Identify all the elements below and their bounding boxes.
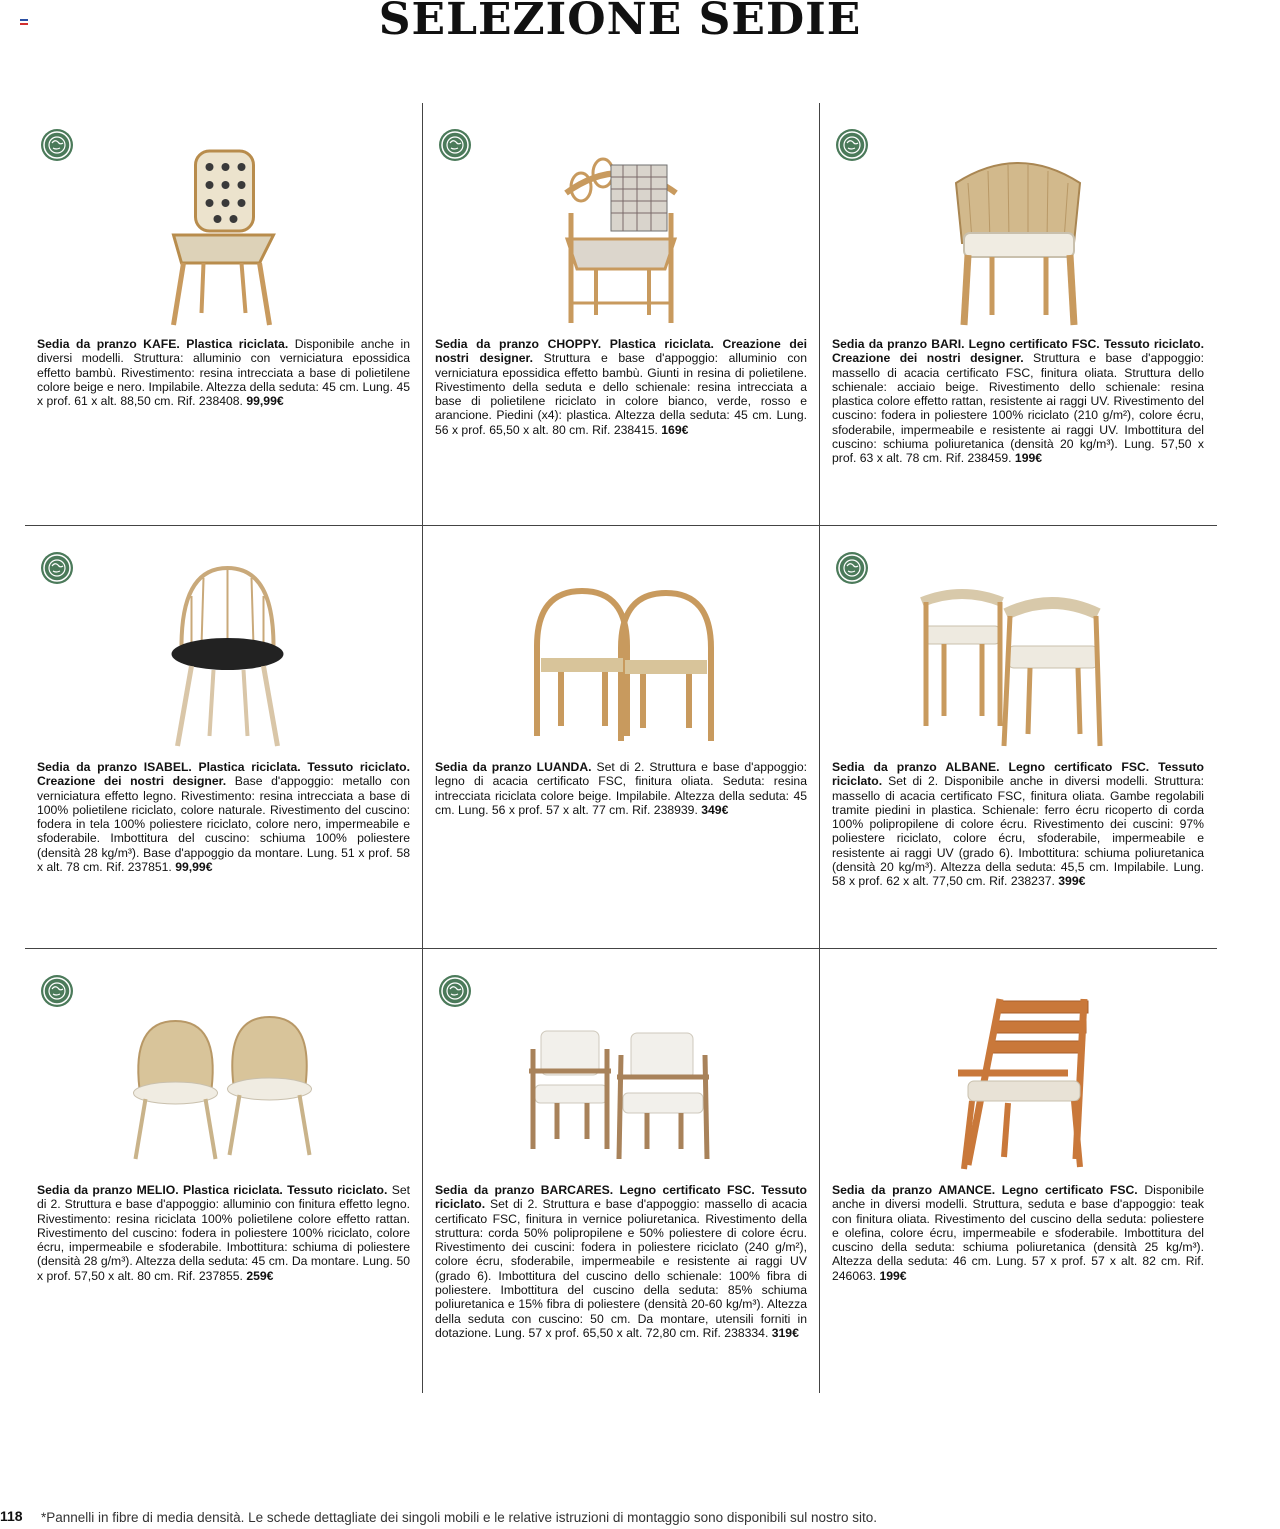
product-name: Sedia da pranzo BARCARES. Legno certificato FSC. Tessuto riciclato.	[435, 1183, 807, 1212]
product-body: Set di 2. Struttura e base d'appoggio: alluminio con finitura effetto legno. Rivestimento: resina riciclata 100% polietilene colore effetto rattan. Rivestimento del cuscino: fodera in poliestere 100% riciclato, colore écru, impermeabile e sfoderabile. Imbottitura: schiuma di poliestere (densità 28 g/m³). Altezza della seduta: 45 cm. Da montare. Lung. 50 x prof. 57,50 x alt. 80 cm. Rif. 237855.	[37, 1183, 411, 1283]
footnote: *Pannelli in fibre di media densità. Le schede dettagliate dei singoli mobili e le relative istruzioni di montaggio sono disponibili sul nostro sito.	[41, 1510, 877, 1525]
product-card-barcares[interactable]	[422, 949, 819, 1393]
product-body: Disponibile anche in diversi modelli. Struttura, seduta e base d'appoggio: teak con finitura oliata. Rivestimento del cuscino della seduta: poliestere e olefina, colore écru, impermeabile e sfoderabile. Imbottitura del cuscino della seduta: schiuma poliuretanica (densità 25 kg/m³). Altezza della seduta: 46 cm. Lung. 57 x prof. 57 x alt. 82 cm. Rif. 246063.	[832, 1183, 1204, 1283]
product-price: 199€	[1014, 451, 1043, 466]
product-card-amance[interactable]	[819, 949, 1216, 1393]
product-price: 399€	[1058, 874, 1086, 889]
product-description	[37, 1183, 410, 1283]
product-name: Sedia da pranzo CHOPPY. Plastica riciclata. Creazione dei nostri designer.	[435, 337, 807, 366]
upholstered-chair-pair-icon	[463, 989, 779, 1179]
armchair-icon	[463, 143, 779, 333]
teak-armchair-icon	[860, 989, 1176, 1179]
product-name: Sedia da pranzo ALBANE. Legno certificato FSC. Tessuto riciclato.	[832, 760, 1204, 789]
product-card-bari[interactable]	[819, 103, 1216, 525]
product-description	[435, 1183, 807, 1340]
chair-pair-icon	[463, 566, 779, 756]
product-price: 259€	[246, 1268, 274, 1283]
round-chair-icon	[65, 566, 382, 756]
product-body: Base d'appoggio: metallo con verniciatura effetto legno. Rivestimento: resina intrecciata a base di 100% polietilene riciclato, colore naturale. Rivestimento del cuscino: fodera in tela 100% poliestere riciclato, colore nero, impermeabile e sfoderabile. Imbottitura del cuscino: schiuma 100% poliestere (densità 28 kg/m³). Base d'appoggio da montare. Lung. 51 x prof. 58 x alt. 78 cm. Rif. 237851.	[37, 774, 410, 875]
product-card-albane[interactable]	[819, 526, 1216, 948]
product-row	[25, 103, 1217, 526]
product-price: 199€	[879, 1268, 907, 1283]
page-number: 118	[0, 1508, 23, 1524]
product-price: 99,99€	[175, 860, 213, 875]
product-description	[37, 337, 410, 408]
page-title: SELEZIONE SEDIE	[378, 0, 862, 45]
product-description	[435, 337, 807, 437]
product-description	[435, 760, 807, 817]
product-price: 349€	[701, 802, 729, 817]
product-row	[25, 949, 1217, 1393]
product-body: Struttura e base d'appoggio: massello di acacia certificato FSC, finitura oliata. Struttura dello schienale: acciaio beige. Rivestimento dello schienale: resina plastica colore effetto rattan, resistente ai raggi UV. Rivestimento del cuscino: fodera in poliestere 100% riciclato (210 g/m²), colore écru, sfoderabile, impermeabile e resistente ai raggi UV. Imbottitura del cuscino: schiuma poliuretanica (densità 20 kg/m³). Lung. 57,50 x prof. 63 x alt. 78 cm. Rif. 238459.	[832, 351, 1204, 466]
product-price: 169€	[661, 422, 689, 437]
product-price: 99,99€	[246, 394, 284, 409]
wicker-chair-pair-icon	[65, 989, 382, 1179]
cushion-chair-pair-icon	[860, 566, 1176, 756]
product-card-kafe[interactable]	[25, 103, 422, 525]
bistro-chair-icon	[65, 143, 382, 333]
product-description	[832, 337, 1204, 466]
product-description	[832, 1183, 1204, 1283]
product-card-isabel[interactable]	[25, 526, 422, 948]
product-price: 319€	[771, 1325, 799, 1340]
product-name: Sedia da pranzo AMANCE. Legno certificato FSC.	[832, 1183, 1138, 1197]
product-card-choppy[interactable]	[422, 103, 819, 525]
product-card-luanda[interactable]	[422, 526, 819, 948]
product-body: Disponibile anche in diversi modelli. Struttura: alluminio con verniciatura epossidica effetto bambù. Rivestimento: resina intrecciata a base di polietilene colore beige e nero. Impilabile. Altezza della seduta: 45 cm. Lung. 45 x prof. 61 x alt. 88,50 cm. Rif. 238408.	[37, 337, 410, 409]
tub-chair-icon	[860, 143, 1176, 333]
product-row	[25, 526, 1217, 949]
product-name: Sedia da pranzo BARI. Legno certificato FSC. Tessuto riciclato. Creazione dei nostri designer.	[832, 337, 1204, 366]
product-description	[37, 760, 410, 874]
product-name: Sedia da pranzo LUANDA.	[435, 760, 592, 774]
product-body: Set di 2. Struttura e base d'appoggio: massello di acacia certificato FSC, finitura in vernice poliuretanica. Rivestimento della struttura: corda 50% polipropilene e 50% poliestere di colore écru. Rivestimento dei cuscini: fodera in poliestere riciclato (240 g/m²), colore écru, sfoderabile, impermeabile e resistente ai raggi UV (grado 6). Imbottitura del cuscino dello schienale: 100% fibra di poliestere. Imbottitura del cuscino della seduta: 85% schiuma poliuretanica e 15% fibra di poliestere (densità 20-60 kg/m³). Altezza della seduta con cuscino: 50 cm. Da montare, utensili forniti in dotazione. Lung. 57 x prof. 65,50 x alt. 72,80 cm. Rif. 238334.	[435, 1197, 807, 1340]
product-grid	[25, 103, 1217, 1393]
product-name: Sedia da pranzo MELIO. Plastica riciclata. Tessuto riciclato.	[37, 1183, 388, 1197]
product-name: Sedia da pranzo ISABEL. Plastica riciclata. Tessuto riciclato. Creazione dei nostri designer.	[37, 760, 410, 789]
product-description	[832, 760, 1204, 889]
product-card-melio[interactable]	[25, 949, 422, 1393]
product-name: Sedia da pranzo KAFE. Plastica riciclata.	[37, 337, 289, 351]
product-body: Struttura e base d'appoggio: alluminio con verniciatura epossidica effetto bambù. Giunti in resina di polietilene. Rivestimento della seduta e dello schienale: resina intrecciata a base di polietilene riciclato in colore bianco, verde, rosso e arancione. Piedini (x4): plastica. Altezza della seduta: 45 cm. Lung. 56 x prof. 65,50 x alt. 80 cm. Rif. 238415.	[435, 351, 807, 437]
product-body: Set di 2. Disponibile anche in diversi modelli. Struttura: massello di acacia certificato FSC, finitura oliata. Gambe regolabili tramite piedini in plastica. Schienale: ferro écru ricoperto di corda 100% polipropilene di colore écru. Rivestimento dei cuscini: 97% poliestere riciclato, colore écru, sfoderabile, impermeabile e resistente ai raggi UV (grado 6). Imbottitura: schiuma poliuretanica (densità 20 kg/m³). Altezza della seduta: 45,5 cm. Impilabile. Lung. 58 x prof. 62 x alt. 77,50 cm. Rif. 238237.	[832, 774, 1204, 889]
product-body: Set di 2. Struttura e base d'appoggio: legno di acacia certificato FSC, finitura oliata. Seduta: resina intrecciata riciclata colore beige. Impilabile. Altezza della seduta: 45 cm. Lung. 56 x prof. 57 x alt. 77 cm. Rif. 238939.	[435, 760, 807, 817]
